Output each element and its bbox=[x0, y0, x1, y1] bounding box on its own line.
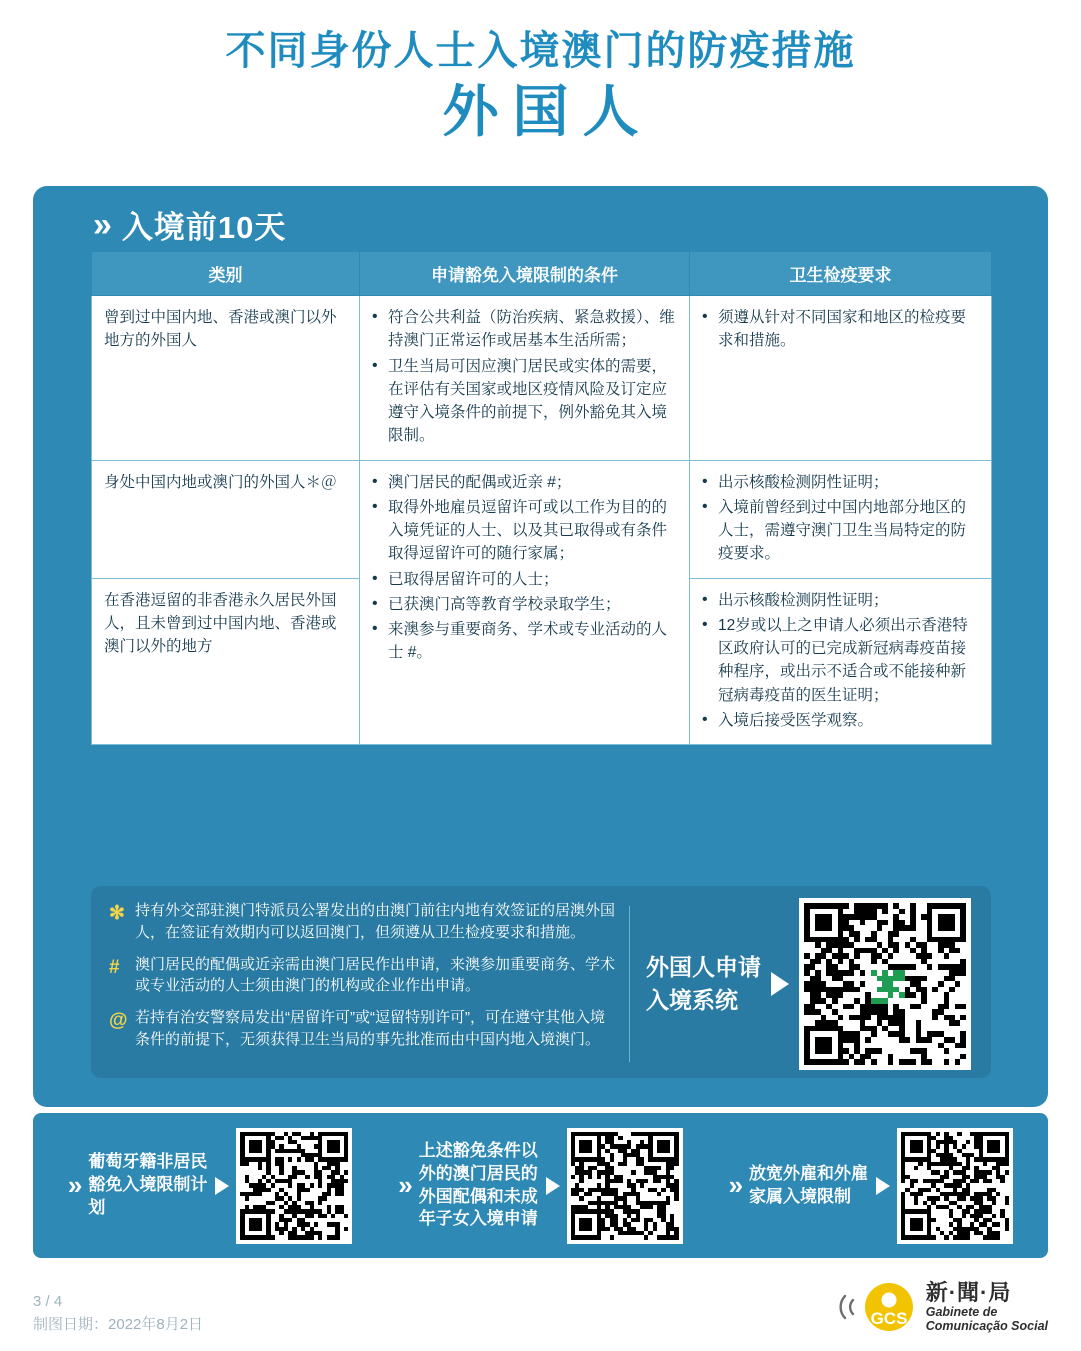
qr-code-spouse-children-application[interactable] bbox=[567, 1128, 683, 1244]
note-item bbox=[109, 1007, 619, 1051]
triangle-right-icon bbox=[546, 1177, 560, 1195]
triangle-right-icon bbox=[771, 972, 789, 996]
page-number: 3 / 4 bbox=[33, 1293, 63, 1310]
page-subtitle: 外国人 bbox=[442, 80, 653, 143]
gcs-logo-cn: 新·聞·局 bbox=[925, 1279, 1012, 1305]
cell-health bbox=[690, 578, 992, 745]
note-symbol-star: ✻ bbox=[109, 903, 125, 924]
section-title: 入境前10天 bbox=[121, 210, 287, 245]
note-symbol-hash: # bbox=[109, 956, 120, 978]
notes-panel bbox=[91, 886, 991, 1078]
title-block bbox=[0, 0, 1081, 145]
requirements-table bbox=[91, 251, 992, 745]
gcs-logo-pt-line1: Gabinete de bbox=[925, 1305, 998, 1320]
list-item: • 符合公共利益（防治疾病、紧急救援）、维持澳门正常运作或居基本生活所需； bbox=[372, 306, 677, 353]
cell-health bbox=[690, 460, 992, 578]
gcs-logo bbox=[837, 1278, 1048, 1336]
note-symbol-at: @ bbox=[109, 1010, 128, 1031]
list-item: • 入境后接受医学观察。 bbox=[702, 709, 979, 732]
cell-conditions bbox=[360, 460, 690, 745]
list-item: • 已取得居留许可的人士； bbox=[372, 568, 677, 591]
col-header-category: 类别 bbox=[92, 252, 360, 296]
note-text: 澳门居民的配偶或近亲需由澳门居民作出申请，来澳参加重要商务、学术或专业活动的人士须由澳门的机构或企业作出申请。 bbox=[135, 955, 616, 995]
gcs-logo-text bbox=[926, 1281, 1048, 1334]
cell-category: 曾到过中国内地、香港或澳门以外地方的外国人 bbox=[92, 296, 360, 461]
qr-strip bbox=[33, 1113, 1048, 1258]
qr-strip-label: 放宽外雇和外雇家属入境限制 bbox=[749, 1163, 869, 1206]
note-text: 若持有治安警察局发出“居留许可”或“逗留特别许可”，可在遵守其他入境条件的前提下，无须获得卫生当局的事先批准而由中国内地入境澳门。 bbox=[135, 1009, 605, 1048]
chevron-right-icon: » bbox=[728, 1170, 737, 1200]
chevron-right-icon: » bbox=[67, 1170, 76, 1200]
table-header-row bbox=[92, 252, 992, 296]
qr-main-label bbox=[646, 951, 761, 1018]
divider bbox=[629, 906, 630, 1062]
qr-strip-label: 葡萄牙籍非居民豁免入境限制计划 bbox=[88, 1152, 208, 1217]
notes-list bbox=[109, 900, 629, 1068]
note-item bbox=[109, 954, 619, 998]
section-header bbox=[33, 186, 1048, 253]
chevron-right-icon: » bbox=[398, 1170, 406, 1200]
chart-date: 制图日期：2022年8月2日 bbox=[33, 1315, 204, 1333]
qr-main-label-line2: 入境系统 bbox=[646, 987, 738, 1013]
svg-text:GCS: GCS bbox=[870, 1309, 908, 1328]
table-row bbox=[92, 296, 992, 461]
list-item: • 卫生当局可因应澳门居民或实体的需要，在评估有关国家或地区疫情风险及订定应遵守入境条件的前提下，例外豁免其入境限制。 bbox=[372, 355, 677, 448]
triangle-right-icon bbox=[876, 1177, 890, 1195]
table-row bbox=[92, 460, 992, 578]
qr-strip-item-portuguese[interactable] bbox=[68, 1128, 352, 1244]
list-item: • 取得外地雇员逗留许可或以工作为目的的入境凭证的人士、以及其已取得或有条件取得逗留许可的随行家属； bbox=[372, 496, 677, 566]
cell-category: 在香港逗留的非香港永久居民外国人，且未曾到过中国内地、香港或澳门以外的地方 bbox=[92, 578, 360, 745]
list-item: • 来澳参与重要商务、学术或专业活动的人士 #。 bbox=[372, 618, 677, 665]
qr-strip-item-spouse-children[interactable] bbox=[398, 1128, 682, 1244]
footer-meta bbox=[33, 1291, 203, 1336]
chevron-right-icon: » bbox=[93, 205, 104, 244]
qr-main-block bbox=[646, 900, 973, 1068]
note-text: 持有外交部驻澳门特派员公署发出的由澳门前往内地有效签证的居澳外国人，在签证有效期内可以返回澳门，但须遵从卫生检疫要求和措施。 bbox=[135, 902, 616, 941]
list-item: • 须遵从针对不同国家和地区的检疫要求和措施。 bbox=[702, 306, 979, 353]
qr-strip-label: 上述豁免条件以外的澳门居民的外国配偶和未成年子女入境申请 bbox=[418, 1140, 538, 1229]
main-card bbox=[33, 186, 1048, 1107]
page-title: 不同身份人士入境澳门的防疫措施 bbox=[225, 29, 856, 73]
col-header-conditions: 申请豁免入境限制的条件 bbox=[360, 252, 690, 296]
qr-strip-item-workers[interactable] bbox=[729, 1128, 1013, 1244]
list-item: • 12岁或以上之申请人必须出示香港特区政府认可的已完成新冠病毒疫苗接种程序，或出示不适合或不能接种新冠病毒疫苗的医生证明； bbox=[702, 614, 979, 707]
qr-code-portuguese-scheme[interactable] bbox=[236, 1128, 352, 1244]
cell-health bbox=[690, 296, 992, 461]
qr-code-worker-relaxation[interactable] bbox=[897, 1128, 1013, 1244]
col-header-health: 卫生检疫要求 bbox=[690, 252, 992, 296]
list-item: • 已获澳门高等教育学校录取学生； bbox=[372, 593, 677, 616]
cell-conditions bbox=[360, 296, 690, 461]
list-item: • 出示核酸检测阴性证明； bbox=[702, 589, 979, 612]
gcs-logo-pt-line2: Comunicação Social bbox=[925, 1319, 1048, 1334]
footer bbox=[33, 1278, 1048, 1336]
cell-category: 身处中国内地或澳门的外国人＊＠ bbox=[92, 460, 360, 578]
qr-main-label-line1: 外国人申请 bbox=[646, 953, 761, 980]
list-item: • 入境前曾经到过中国内地部分地区的人士，需遵守澳门卫生当局特定的防疫要求。 bbox=[702, 496, 979, 566]
list-item: • 澳门居民的配偶或近亲 #； bbox=[372, 471, 677, 494]
gcs-logo-mark-icon bbox=[837, 1278, 919, 1336]
triangle-right-icon bbox=[215, 1177, 229, 1195]
note-item bbox=[109, 900, 619, 944]
qr-code-foreigner-application[interactable] bbox=[799, 898, 971, 1070]
list-item: • 出示核酸检测阴性证明； bbox=[702, 471, 979, 494]
